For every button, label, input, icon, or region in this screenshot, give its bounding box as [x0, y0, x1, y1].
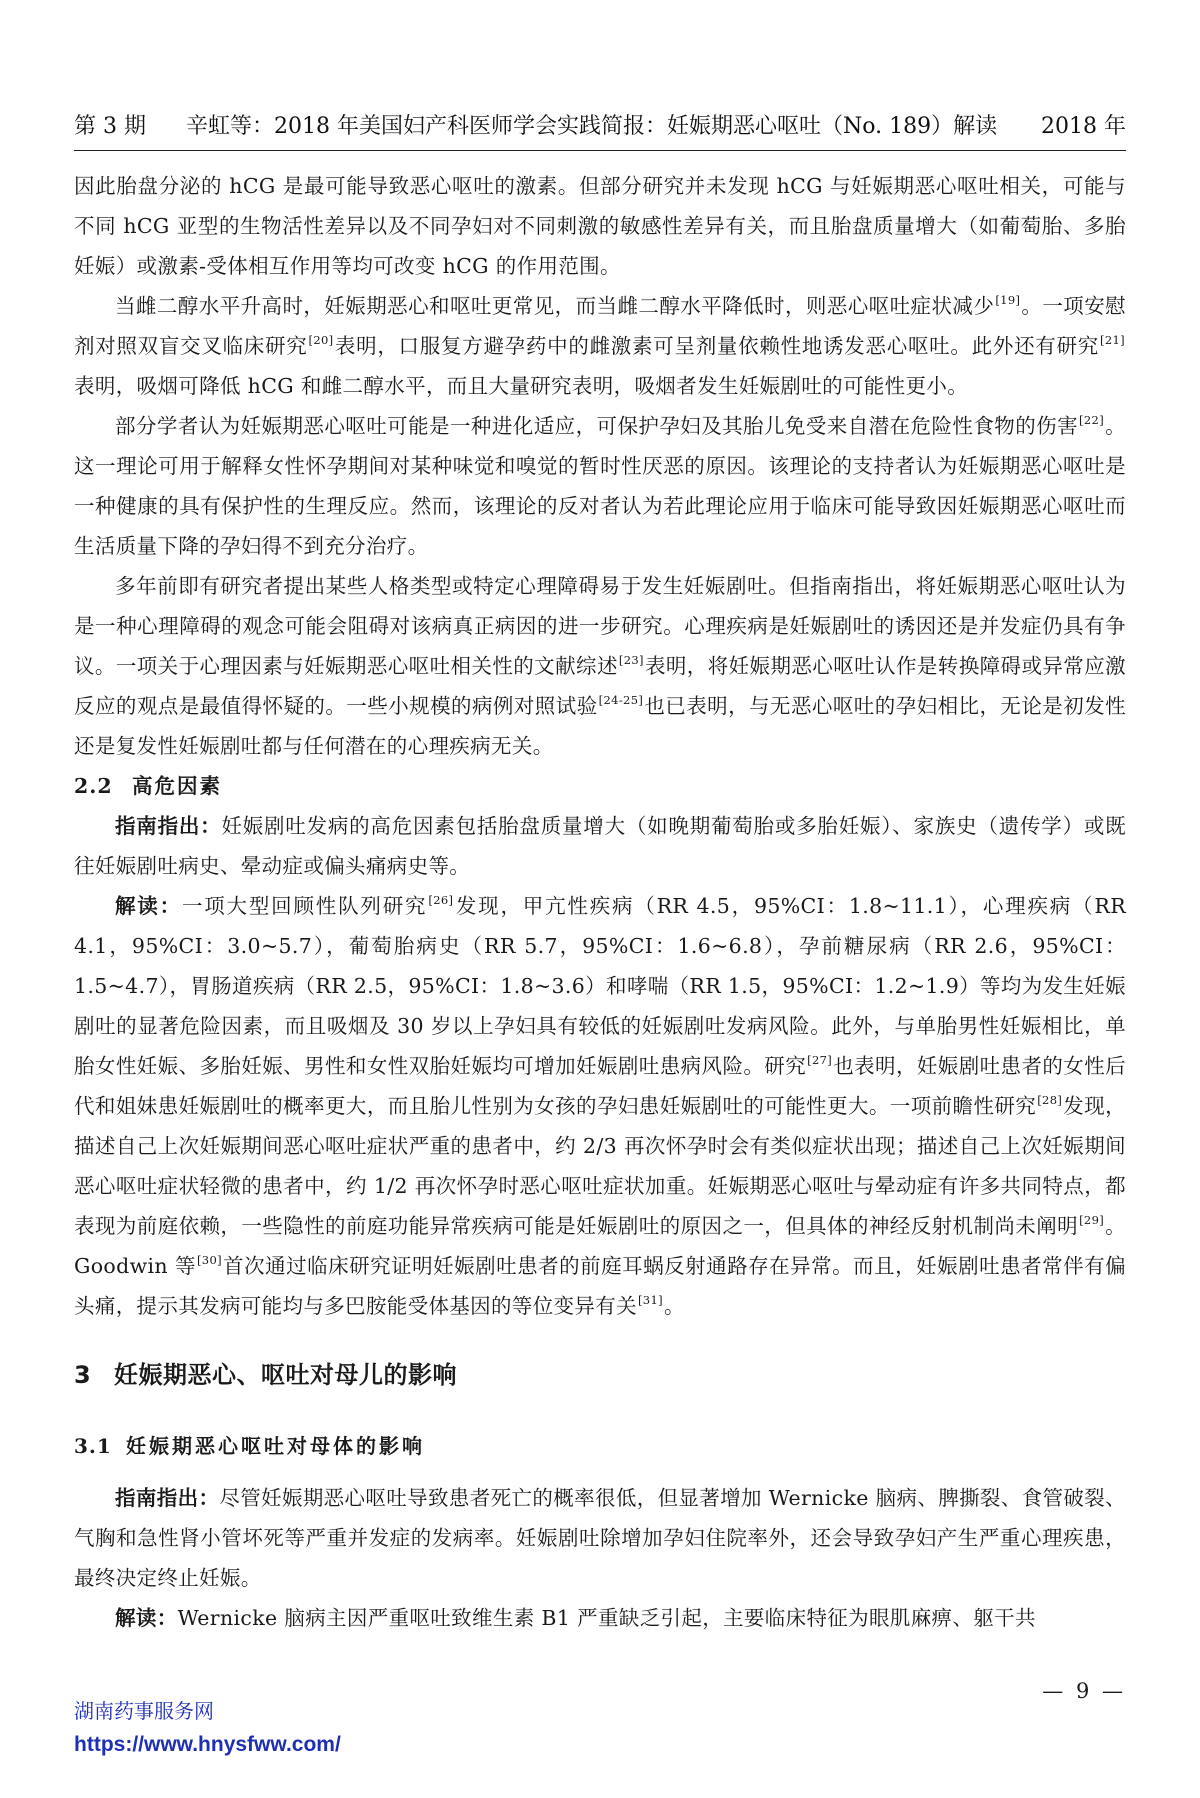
citation: [24-25]: [598, 693, 644, 707]
text-run: 。一项安慰剂对照双盲交叉临床研究: [74, 294, 1127, 358]
text-run: 部分学者认为妊娠期恶心呕吐可能是一种进化适应，可保护孕妇及其胎儿免受来自潜在危险性食物的伤害: [115, 414, 1079, 438]
header-year: 2018 年: [1041, 114, 1126, 139]
page-number: — 9 —: [1042, 1679, 1126, 1703]
text-run: 表明，将妊娠期恶心呕吐认作是转换障碍或异常应激反应的观点是最值得怀疑的。一些小规模的病例对照试验: [74, 654, 1126, 718]
text-run: 也已表明，与无恶心呕吐的孕妇相比，无论是初发性还是复发性妊娠剧吐都与任何潜在的心理疾病无关。: [74, 694, 1126, 758]
article-body: [74, 166, 1126, 1638]
text-run: 表明，口服复方避孕药中的雌激素可呈剂量依赖性地诱发恶心呕吐。此外还有研究: [334, 334, 1099, 358]
text-run: Wernicke 脑病主因严重呕吐致维生素 B1 严重缺乏引起，主要临床特征为眼肌麻痹、躯干共: [177, 1606, 1036, 1630]
header-divider: [74, 150, 1126, 151]
text-run: 因此胎盘分泌的 hCG 是最可能导致恶心呕吐的激素。但部分研究并未发现 hCG 与妊娠期恶心呕吐相关，可能与不同 hCG 亚型的生物活性差异以及不同孕妇对不同刺激的敏感性差异有关，而且胎盘质量增大（如葡萄胎、多胎妊娠）或激素-受体相互作用等均可改变 hCG 的作用范围。: [74, 174, 1126, 278]
section-heading-3: [74, 1326, 1126, 1414]
text-run: 多年前即有研究者提出某些人格类型或特定心理障碍易于发生妊娠剧吐。但指南指出，将妊娠期恶心呕吐认为是一种心理障碍的观念可能会阻碍对该病真正病因的进一步研究。心理疾病是妊娠剧吐的诱因还是并发症仍具有争议。一项关于心理因素与妊娠期恶心呕吐相关性的文献综述: [74, 574, 1126, 678]
paragraph-interpretation-wernicke: [74, 1598, 1126, 1638]
citation: [31]: [637, 1293, 663, 1307]
section-number: 3.1: [74, 1434, 112, 1458]
paragraph-guideline-maternal: [74, 1478, 1126, 1598]
citation: [21]: [1099, 333, 1125, 347]
text-run: 。Goodwin 等: [74, 1214, 1126, 1278]
citation: [30]: [196, 1253, 222, 1267]
text-run: 。: [663, 1294, 685, 1318]
text-run: 发现，描述自己上次妊娠期间恶心呕吐症状严重的患者中，约 2/3 再次怀孕时会有类似症状出现；描述自己上次妊娠期间恶心呕吐症状轻微的患者中，约 1/2 再次怀孕时恶心呕吐症状加重。妊娠期恶心呕吐与晕动症有许多共同特点，都表现为前庭依赖，一些隐性的前庭功能异常疾病可能是妊娠剧吐的原因之一，但具体的神经反射机制尚未阐明: [74, 1094, 1126, 1238]
paragraph-estradiol: [74, 286, 1126, 406]
citation: [27]: [807, 1053, 833, 1067]
paragraph-evolution: [74, 406, 1126, 566]
paragraph-interpretation-risk: [74, 886, 1126, 1326]
section-number: 3: [74, 1361, 92, 1389]
section-title: 妊娠期恶心呕吐对母体的影响: [126, 1434, 425, 1458]
citation: [20]: [308, 333, 334, 347]
text-run: 一项大型回顾性队列研究: [181, 894, 428, 918]
header-article-title: 辛虹等：2018 年美国妇产科医师学会实践简报：妊娠期恶心呕吐（No. 189）解读: [186, 114, 998, 139]
citation: [19]: [995, 293, 1021, 307]
citation: [23]: [618, 653, 644, 667]
paragraph-psychology: [74, 566, 1126, 766]
paragraph-guideline-risk: [74, 806, 1126, 886]
watermark-url-link[interactable]: https://www.hnysfww.com/: [74, 1733, 341, 1756]
citation: [22]: [1079, 413, 1105, 427]
citation: [28]: [1037, 1093, 1063, 1107]
citation: [26]: [428, 893, 454, 907]
text-run: 当雌二醇水平升高时，妊娠期恶心和呕吐更常见，而当雌二醇水平降低时，则恶心呕吐症状减少: [115, 294, 995, 318]
guideline-lead: 指南指出：: [115, 1486, 220, 1510]
interpretation-lead: 解读：: [115, 894, 182, 918]
text-run: 妊娠剧吐发病的高危因素包括胎盘质量增大（如晚期葡萄胎或多胎妊娠）、家族史（遗传学）或既往妊娠剧吐病史、晕动症或偏头痛病史等。: [74, 814, 1126, 878]
header-issue: 第 3 期: [74, 114, 146, 139]
watermark-site-name: 湖南药事服务网: [74, 1699, 214, 1723]
text-run: 发现，甲亢性疾病（RR 4.5，95%CI：1.8~11.1），心理疾病（RR 4.1，95%CI：3.0~5.7），葡萄胎病史（RR 5.7，95%CI：1.6~6.8），孕前糖尿病（RR 2.6，95%CI：1.5~4.7），胃肠道疾病（RR 2.5，95%CI：1.8~3.6）和哮喘（RR 1.5，95%CI：1.2~1.9）等均为发生妊娠剧吐的显著危险因素，而且吸烟及 30 岁以上孕妇具有较低的妊娠剧吐发病风险。此外，与单胎男性妊娠相比，单胎女性妊娠、多胎妊娠、男性和女性双胎妊娠均可增加妊娠剧吐患病风险。研究: [74, 894, 1126, 1078]
text-run: 。这一理论可用于解释女性怀孕期间对某种味觉和嗅觉的暂时性厌恶的原因。该理论的支持者认为妊娠期恶心呕吐是一种健康的具有保护性的生理反应。然而，该理论的反对者认为若此理论应用于临床可能导致因妊娠期恶心呕吐而生活质量下降的孕妇得不到充分治疗。: [74, 414, 1126, 558]
interpretation-lead: 解读：: [115, 1606, 178, 1630]
section-heading-2-2: [74, 766, 1126, 806]
guideline-lead: 指南指出：: [115, 814, 222, 838]
text-run: 表明，吸烟可降低 hCG 和雌二醇水平，而且大量研究表明，吸烟者发生妊娠剧吐的可能性更小。: [74, 374, 969, 398]
section-heading-3-1: [74, 1414, 1126, 1478]
text-run: 尽管妊娠期恶心呕吐导致患者死亡的概率很低，但显著增加 Wernicke 脑病、脾撕裂、食管破裂、气胸和急性肾小管坏死等严重并发症的发病率。妊娠剧吐除增加孕妇住院率外，还会导致孕妇产生严重心理疾患，最终决定终止妊娠。: [74, 1486, 1126, 1590]
section-title: 高危因素: [132, 774, 222, 798]
text-run: 也表明，妊娠剧吐患者的女性后代和姐妹患妊娠剧吐的概率更大，而且胎儿性别为女孩的孕妇患妊娠剧吐的可能性更大。一项前瞻性研究: [74, 1054, 1126, 1118]
section-number: 2.2: [74, 774, 113, 798]
citation: [29]: [1079, 1213, 1105, 1227]
text-run: 首次通过临床研究证明妊娠剧吐患者的前庭耳蜗反射通路存在异常。而且，妊娠剧吐患者常伴有偏头痛，提示其发病可能均与多巴胺能受体基因的等位变异有关: [74, 1254, 1126, 1318]
section-title: 妊娠期恶心、呕吐对母儿的影响: [114, 1361, 457, 1389]
paragraph-hcg: [74, 166, 1126, 286]
running-header: [74, 110, 1126, 146]
